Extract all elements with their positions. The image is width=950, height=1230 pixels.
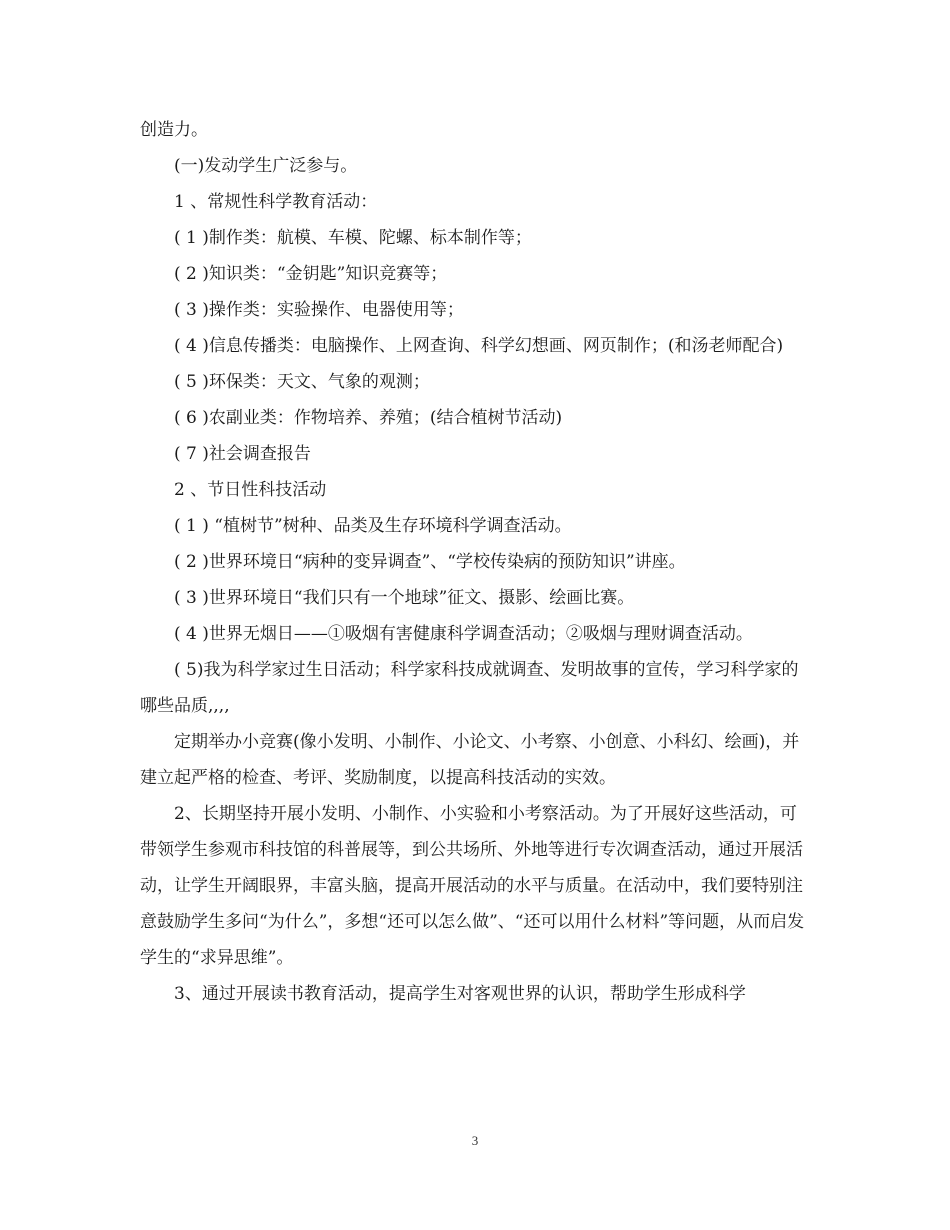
paragraph: 定期举办小竞赛(像小发明、小制作、小论文、小考察、小创意、小科幻、绘画)，并建立起严格的检查、考评、奖励制度，以提高科技活动的实效。 xyxy=(140,732,800,788)
paragraph: 3、通过开展读书教育活动，提高学生对客观世界的认识，帮助学生形成科学 xyxy=(174,984,746,1004)
paragraph: ( 4 )世界无烟日——①吸烟有害健康科学调查活动；②吸烟与理财调查活动。 xyxy=(174,624,753,644)
paragraph: 2 、节日性科技活动 xyxy=(174,480,327,500)
paragraph: 2、长期坚持开展小发明、小制作、小实验和小考察活动。为了开展好这些活动，可带领学生参观市科技馆的科普展等，到公共场所、外地等进行专次调查活动，通过开展活动，让学生开阔眼界，丰富头脑，提高开展活动的水平与质量。在活动中，我们要特别注意鼓励学生多问“为什么”，多想“还可以怎么做”、“还可以用什么材料”等问题，从而启发学生的“求异思维”。 xyxy=(140,804,805,968)
paragraph: (一)发动学生广泛参与。 xyxy=(174,156,358,176)
paragraph: ( 2 )世界环境日“病种的变异调查”、“学校传染病的预防知识”讲座。 xyxy=(174,552,686,572)
document-body xyxy=(140,112,812,1012)
paragraph: 创造力。 xyxy=(140,120,208,140)
paragraph: ( 6 )农副业类：作物培养、养殖；(结合植树节活动) xyxy=(174,408,563,428)
paragraph: ( 3 )世界环境日“我们只有一个地球”征文、摄影、绘画比赛。 xyxy=(174,588,635,608)
paragraph: ( 1 ) “植树节”树种、品类及生存环境科学调查活动。 xyxy=(174,516,572,536)
paragraph: ( 3 )操作类：实验操作、电器使用等； xyxy=(174,300,464,320)
paragraph: ( 5)我为科学家过生日活动；科学家科技成就调查、发明故事的宣传，学习科学家的哪些品质,,,, xyxy=(140,660,799,716)
paragraph: ( 5 )环保类：天文、气象的观测； xyxy=(174,372,430,392)
paragraph: 1 、常规性科学教育活动： xyxy=(174,192,378,212)
paragraph: ( 1 )制作类：航模、车模、陀螺、标本制作等； xyxy=(174,228,532,248)
page-number: 3 xyxy=(471,1133,479,1148)
paragraph: ( 7 )社会调查报告 xyxy=(174,444,311,464)
paragraph: ( 4 )信息传播类：电脑操作、上网查询、科学幻想画、网页制作；(和汤老师配合) xyxy=(174,336,784,356)
paragraph: ( 2 )知识类：“金钥匙”知识竞赛等； xyxy=(174,264,448,284)
